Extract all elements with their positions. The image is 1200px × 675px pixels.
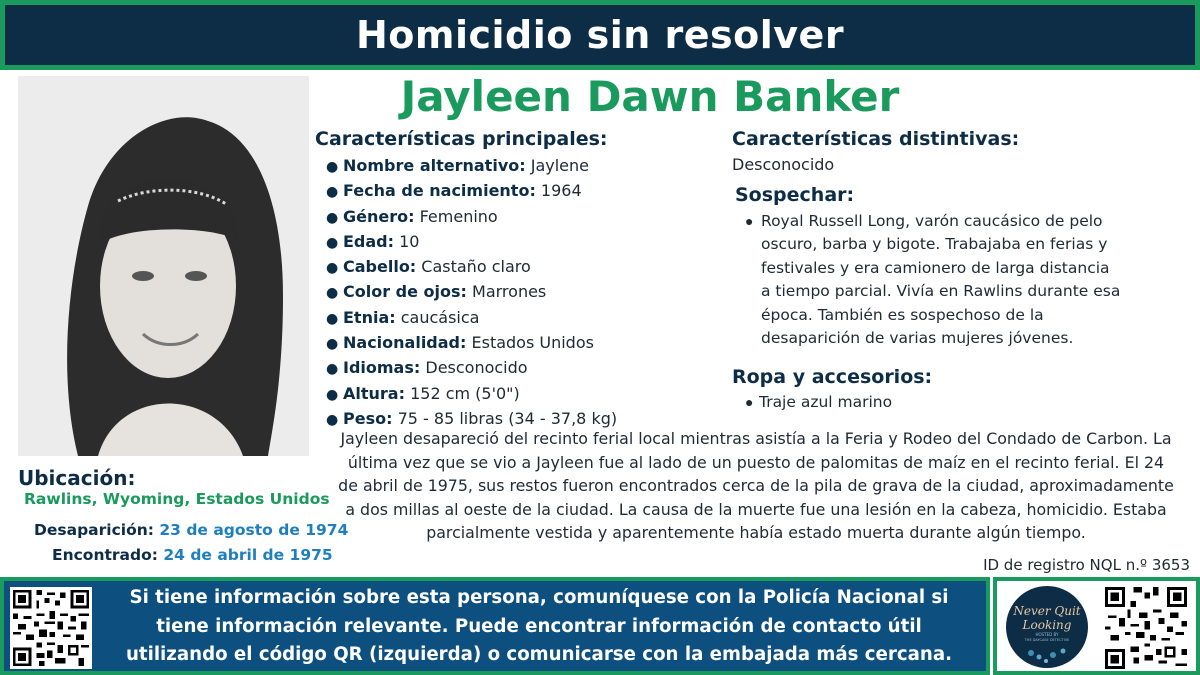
missing-date-row	[34, 521, 348, 539]
svg-text:Looking: Looking	[1022, 618, 1072, 632]
person-name: Jayleen Dawn Banker	[400, 72, 900, 121]
missing-date-value: 23 de agosto de 1974	[153, 521, 349, 539]
footer-text: Si tiene información sobre esta persona, comuníquese con la Policía Nacional si tiene información relevante. Puede encontrar información de contacto útil utilizando el código QR (izquierda) o comunicarse con la embajada más cercana.	[125, 587, 953, 665]
distinctive-value: Desconocido	[732, 155, 835, 174]
clothing-item: Traje azul marino	[759, 393, 893, 411]
svg-text:Never Quit: Never Quit	[1013, 604, 1081, 618]
svg-text:THE DAYCASE DETECTIVE: THE DAYCASE DETECTIVE	[1024, 638, 1070, 642]
list-item: ● Cabello: Castaño claro	[326, 257, 531, 277]
found-date-label: Encontrado:	[52, 546, 158, 564]
main-characteristics-title: Características principales:	[315, 128, 608, 150]
clothing-title: Ropa y accesorios:	[732, 366, 933, 388]
location-title: Ubicación:	[18, 466, 136, 490]
list-item: ● Nombre alternativo: Jaylene	[326, 156, 589, 175]
suspect-title: Sospechar:	[735, 184, 855, 206]
person-photo	[18, 76, 309, 456]
header-banner	[0, 0, 1200, 70]
case-description: Jayleen desapareció del recinto ferial local mientras asistía a la Feria y Rodeo del Condado de Carbon. La última vez que se vio a Jayleen fue al lado de un puesto de palomitas de maíz en el recinto ferial. El 24 de abril de 1975, sus restos fueron encontrados cerca de la pila de grava de la ciudad, aproximadamente a dos millas al oeste de la ciudad. La causa de la muerte fue una lesión en la cabeza, homicidio. Estaba parcialmente vestida y aparentemente había estado muerta durante algún tiempo.	[338, 429, 1174, 543]
qr-code-icon[interactable]	[1105, 587, 1187, 669]
page-title: Homicidio sin resolver	[355, 13, 845, 57]
list-item: ● Etnia: caucásica	[326, 307, 480, 327]
list-item: ● Peso: 75 - 85 libras (34 - 37,8 kg)	[326, 408, 618, 428]
distinctive-title: Características distintivas:	[732, 128, 1020, 150]
suspect-text: Royal Russell Long, varón caucásico de pelo oscuro, barba y bigote. Trabajaba en ferias y festivales y era camionero de larga distancia a tiempo parcial. Vivía en Rawlins durante esa época. También es sospechoso de la desaparición de varias mujeres jóvenes.	[761, 212, 1121, 348]
bullet-icon: ●	[745, 394, 754, 410]
list-item: ● Fecha de nacimiento: 1964	[326, 181, 582, 201]
svg-text:HOSTED BY: HOSTED BY	[1035, 632, 1059, 637]
location-value: Rawlins, Wyoming, Estados Unidos	[24, 490, 330, 508]
missing-date-label: Desaparición:	[34, 521, 154, 539]
found-date-value: 24 de abril de 1975	[157, 546, 333, 564]
footer-banner	[0, 577, 990, 675]
portrait-illustration	[18, 76, 309, 456]
never-quit-looking-logo	[1005, 585, 1089, 669]
list-item: ● Género: Femenino	[326, 206, 498, 226]
qr-code-icon[interactable]	[10, 587, 92, 669]
list-item: ● Altura: 152 cm (5'0")	[326, 383, 520, 403]
record-id: ID de registro NQL n.º 3653	[983, 556, 1190, 574]
main-characteristics-list	[326, 154, 617, 432]
found-date-row	[52, 546, 333, 564]
side-logo-box	[993, 577, 1200, 675]
list-item: ● Idiomas: Desconocido	[326, 358, 528, 378]
bullet-icon: ●	[745, 213, 754, 229]
list-item: ● Color de ojos: Marrones	[326, 282, 547, 302]
list-item: ● Nacionalidad: Estados Unidos	[326, 333, 594, 353]
list-item: ● Edad: 10	[326, 231, 420, 251]
